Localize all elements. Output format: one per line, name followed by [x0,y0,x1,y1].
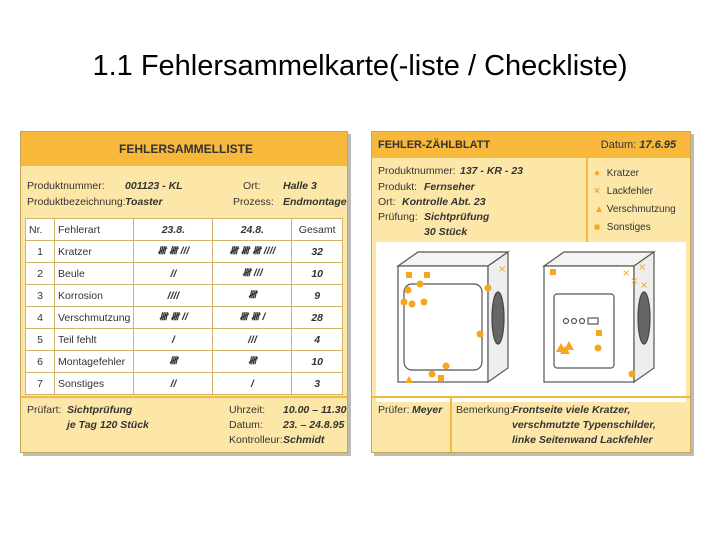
row-tally-2: / [213,373,292,395]
ort-value: Halle 3 [283,180,317,192]
svg-text:×: × [498,264,507,275]
row-tally-2: 𝍸 𝍸 𝍸 //// [213,241,292,263]
legend-item [594,168,639,179]
row-tally-1: 𝍸 𝍸 // [134,307,213,329]
row-fehlerart: Teil fehlt [55,329,134,351]
divider [21,396,347,398]
pruefer-label: Prüfer: [378,404,410,416]
bemerkung-line-3: linke Seitenwand Lackfehler [512,434,653,446]
legend-label: Lackfehler [606,186,653,197]
legend-label: Verschmutzung [606,204,676,215]
pruefart-value-2: je Tag 120 Stück [67,419,149,431]
bemerkung-label: Bemerkung: [456,404,513,416]
legend-label: Sonstiges [606,222,651,233]
row-gesamt: 32 [292,241,343,263]
svg-text:×: × [622,268,631,279]
table-row [26,373,343,395]
row-fehlerart: Kratzer [55,241,134,263]
row-nr: 5 [26,329,55,351]
fehlersammelliste-card [20,131,348,453]
table-header-row [26,219,343,241]
produktbezeichnung-value: Toaster [125,196,163,208]
table-row [26,263,343,285]
datum-label: Datum: [600,139,637,151]
legend-item [594,186,653,197]
produktbezeichnung-label: Produktbezeichnung: [27,196,126,208]
row-gesamt: 4 [292,329,343,351]
row-tally-1: / [134,329,213,351]
cross-icon: × [594,186,600,197]
row-nr: 2 [26,263,55,285]
col-gesamt: Gesamt [292,219,343,241]
ort-value: Kontrolle Abt. 23 [402,196,486,208]
datum-label: Datum: [229,419,263,431]
col-nr: Nr. [26,219,55,241]
uhrzeit-value: 10.00 – 11.30 [283,404,347,416]
divider [372,396,690,398]
table-row [26,307,343,329]
produktnummer-value: 001123 - KL [125,180,183,192]
row-tally-1: // [134,373,213,395]
card-header [372,132,690,158]
table-row [26,351,343,373]
prozess-label: Prozess: [233,196,274,208]
bemerkung-line-1: Frontseite viele Kratzer, [512,404,631,416]
produktnummer-label: Produktnummer: [27,180,105,192]
row-nr: 4 [26,307,55,329]
card-header-title: FEHLER-ZÄHLBLATT [378,139,491,151]
pruefart-value: Sichtprüfung [67,404,133,416]
fehler-table [25,218,343,395]
slide-title: 1.1 Fehlersammelkarte(-liste / Checkliste) [92,50,628,82]
pruefung-label: Prüfung: [378,211,418,223]
produktnummer-value: 137 - KR - 23 [460,165,524,177]
kontrolleur-value: Schmidt [283,434,325,446]
fehler-zaehlblatt-card [371,131,691,453]
svg-text:×: × [638,262,647,273]
legend-item [594,222,651,233]
card-header [21,132,347,166]
ort-label: Ort: [378,196,396,208]
row-gesamt: 10 [292,351,343,373]
row-tally-1: 𝍸 𝍸 /// [134,241,213,263]
tv-front-view [398,252,508,382]
col-fehlerart: Fehlerart [55,219,134,241]
row-nr: 3 [26,285,55,307]
svg-text:×: × [630,276,639,287]
row-fehlerart: Montagefehler [55,351,134,373]
row-fehlerart: Beule [55,263,134,285]
row-nr: 7 [26,373,55,395]
datum-value: 17.6.95 [639,139,676,151]
uhrzeit-label: Uhrzeit: [229,404,266,416]
svg-text:×: × [640,280,649,291]
row-fehlerart: Verschmutzung [55,307,134,329]
pruefung-value-2: 30 Stück [424,226,468,238]
table-row [26,241,343,263]
kontrolleur-label: Kontrolleur: [229,434,283,446]
row-tally-1: //// [134,285,213,307]
row-tally-2: 𝍸 [213,351,292,373]
row-fehlerart: Sonstiges [55,373,134,395]
triangle-icon: ▲ [594,204,604,215]
row-nr: 1 [26,241,55,263]
legend-label: Kratzer [606,168,640,179]
legend-divider [586,158,588,242]
datum-value: 23. – 24.8.95 [283,419,345,431]
table-row [26,285,343,307]
pruefer-value: Meyer [412,404,443,416]
pruefart-label: Prüfart: [27,404,62,416]
col-date-1: 23.8. [134,219,213,241]
row-tally-2: /// [213,329,292,351]
row-tally-2: 𝍸 𝍸 / [213,307,292,329]
square-icon: ■ [594,222,601,233]
row-tally-1: // [134,263,213,285]
row-nr: 6 [26,351,55,373]
produktnummer-label: Produktnummer: [378,165,456,177]
table-row [26,329,343,351]
card-header-title: FEHLERSAMMELLISTE [119,142,253,156]
legend-item [594,204,676,215]
row-gesamt: 28 [292,307,343,329]
header-date [601,139,676,151]
row-gesamt: 9 [292,285,343,307]
tv-drawing-area [376,242,686,402]
produkt-label: Produkt: [378,181,418,193]
col-date-2: 24.8. [213,219,292,241]
prozess-value: Endmontage [283,196,347,208]
row-tally-2: 𝍸 /// [213,263,292,285]
tv-drawings [376,242,686,402]
bemerkung-line-2: verschmutzte Typenschilder, [512,419,656,431]
ort-label: Ort: [243,180,261,192]
circle-icon: ● [594,168,601,179]
row-fehlerart: Korrosion [55,285,134,307]
footer-divider [450,398,452,452]
row-gesamt: 3 [292,373,343,395]
row-tally-1: 𝍸 [134,351,213,373]
row-gesamt: 10 [292,263,343,285]
pruefung-value: Sichtprüfung [424,211,490,223]
row-tally-2: 𝍸 [213,285,292,307]
produkt-value: Fernseher [424,181,475,193]
